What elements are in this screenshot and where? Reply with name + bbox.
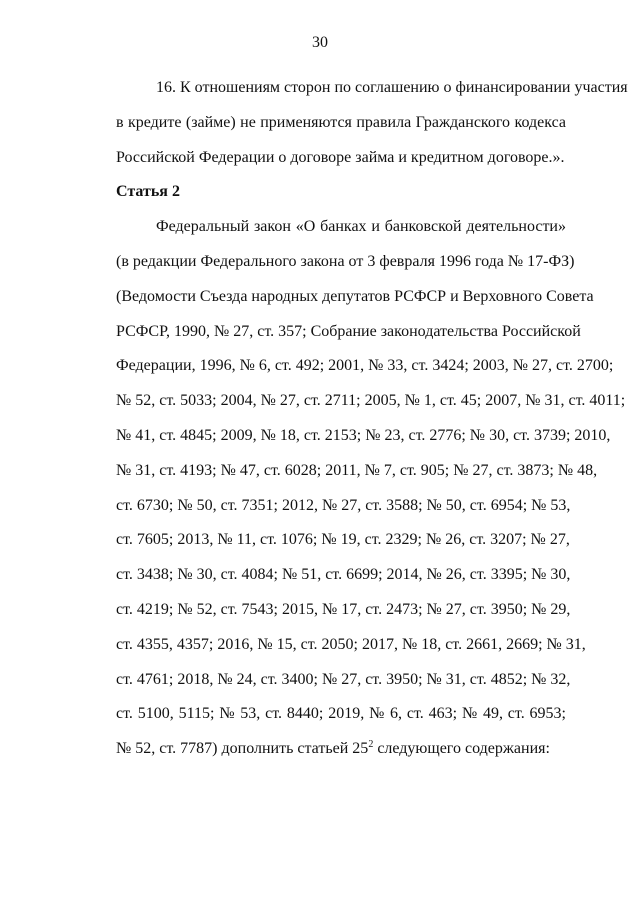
text-line: ст. 5100, 5115; № 53, ст. 8440; 2019, № 6, ст. 463; № 49, ст. 6953; [116,705,566,723]
text-line: ст. 4219; № 52, ст. 7543; 2015, № 17, ст. 2473; № 27, ст. 3950; № 29, [116,600,571,618]
text-line: в кредите (займе) не применяются правила Гражданского кодекса [116,113,566,131]
article-number-superscript: 2 [368,739,374,751]
paragraph-16 [76,71,628,175]
final-text-line [76,732,566,767]
article-2-body [76,210,626,767]
text-line: Российской Федерации о договоре займа и кредитном договоре.». [116,148,565,166]
final-line-before: № 52, ст. 7787) дополнить статьей 25 [116,740,369,758]
text-line: ст. 6730; № 50, ст. 7351; 2012, № 27, ст. 3588; № 50, ст. 6954; № 53, [116,496,571,514]
text-line: (Ведомости Съезда народных депутатов РСФСР и Верховного Совета [116,287,594,305]
text-line: № 41, ст. 4845; 2009, № 18, ст. 2153; № 23, ст. 2776; № 30, ст. 3739; 2010, [116,426,611,444]
text-line: ст. 4761; 2018, № 24, ст. 3400; № 27, ст. 3950; № 31, ст. 4852; № 32, [116,670,571,688]
text-line: Федерации, 1996, № 6, ст. 492; 2001, № 33, ст. 3424; 2003, № 27, ст. 2700; [116,357,614,375]
text-line: ст. 4355, 4357; 2016, № 15, ст. 2050; 2017, № 18, ст. 2661, 2669; № 31, [116,635,586,653]
text-line: № 52, ст. 5033; 2004, № 27, ст. 2711; 2005, № 1, ст. 45; 2007, № 31, ст. 4011; [116,392,626,410]
text-line: ст. 3438; № 30, ст. 4084; № 51, ст. 6699; 2014, № 26, ст. 3395; № 30, [116,566,571,584]
page-number: 30 [312,34,328,51]
document-body [76,71,628,767]
article-heading: Статья 2 [116,183,180,201]
text-line: (в редакции Федерального закона от 3 февраля 1996 года № 17-ФЗ) [116,252,575,270]
final-line-after: следующего содержания: [373,740,550,758]
text-line: РСФСР, 1990, № 27, ст. 357; Собрание законодательства Российской [116,322,581,340]
text-line: № 31, ст. 4193; № 47, ст. 6028; 2011, № 7, ст. 905; № 27, ст. 3873; № 48, [116,461,598,479]
text-line: ст. 7605; 2013, № 11, ст. 1076; № 19, ст. 2329; № 26, ст. 3207; № 27, [116,531,570,549]
text-line: 16. К отношениям сторон по соглашению о финансировании участия [156,79,628,96]
text-line: Федеральный закон «О банках и банковской деятельности» [156,218,566,236]
